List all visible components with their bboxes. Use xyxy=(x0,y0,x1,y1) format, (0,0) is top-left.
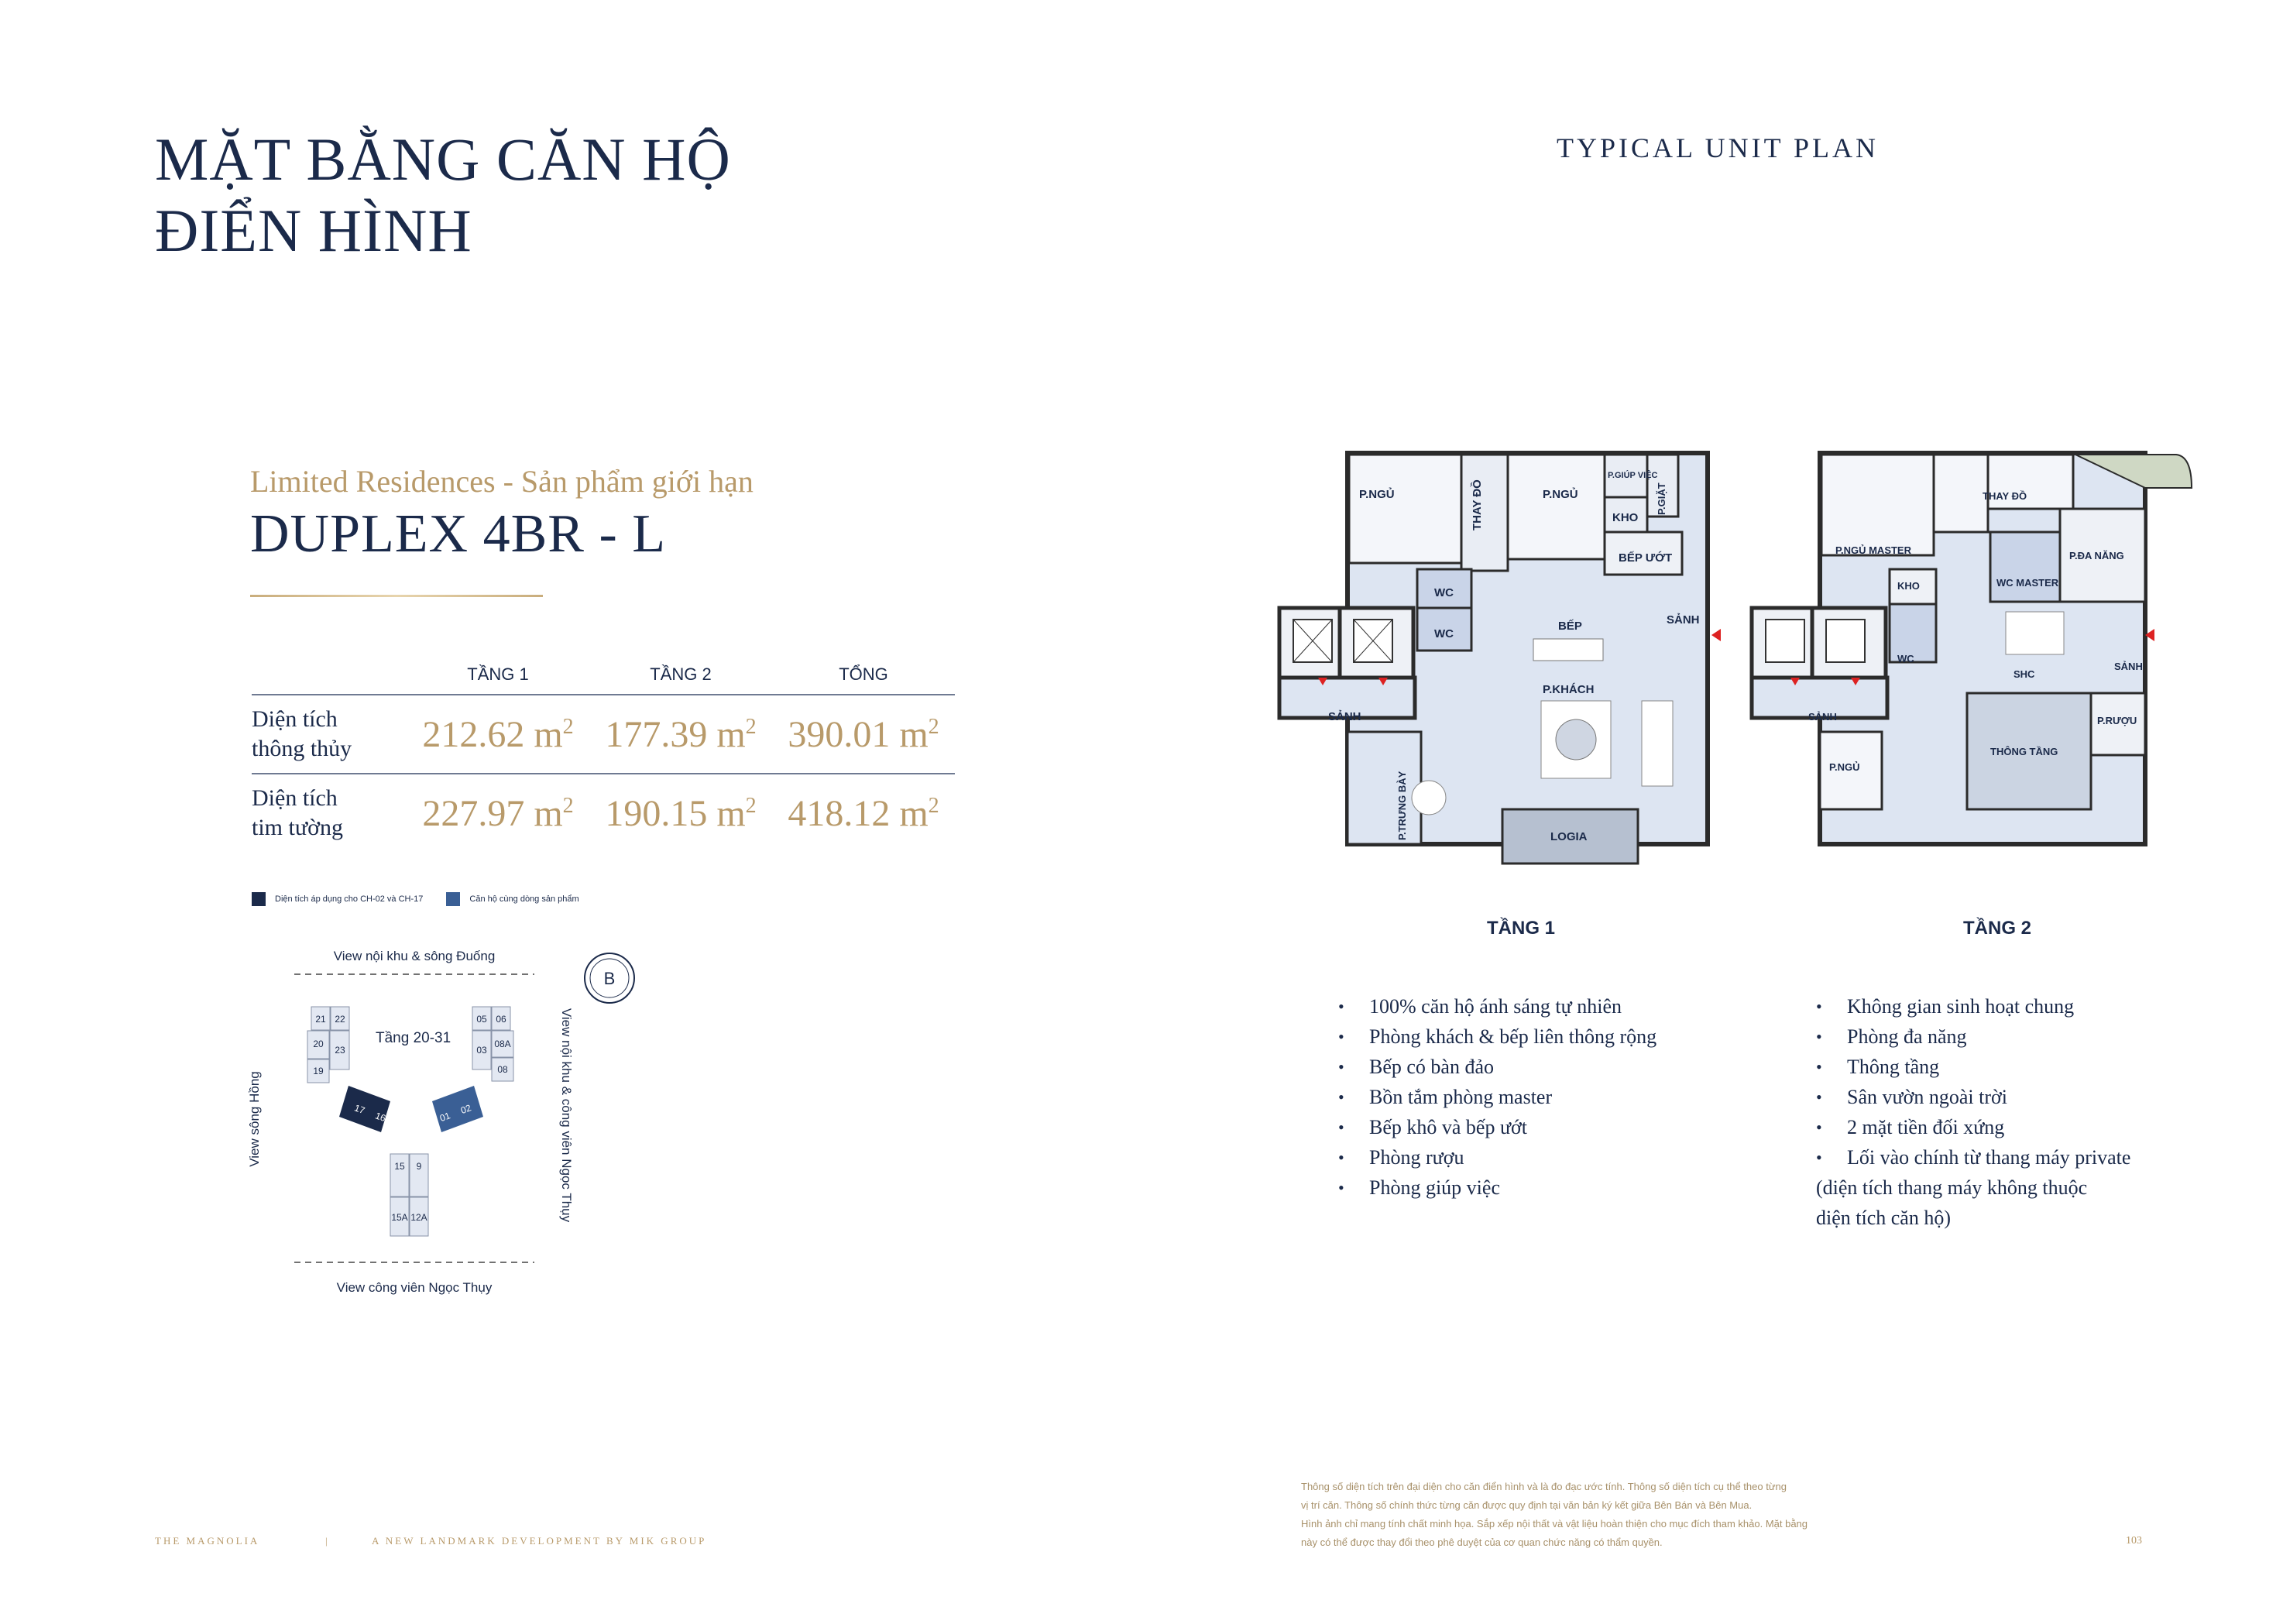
unit-label: 08A xyxy=(494,1039,511,1049)
value-text: 390.01 m xyxy=(788,713,929,755)
legend-item xyxy=(252,892,423,906)
row-label-line1: Diện tích xyxy=(252,706,338,732)
block-letter: B xyxy=(603,969,616,988)
room-label: WC xyxy=(1434,627,1454,640)
legend-swatch-dark xyxy=(252,892,266,906)
room-label: P.NGỦ MASTER xyxy=(1835,544,1911,556)
room-label: SẢNH xyxy=(2114,661,2143,672)
room-label: BẾP xyxy=(1558,620,1582,633)
room-label: SHC xyxy=(2014,668,2035,680)
room-label: P.KHÁCH xyxy=(1543,683,1595,696)
room-label: THAY ĐỒ xyxy=(1471,479,1484,530)
room-label: KHO xyxy=(1612,511,1639,524)
room-label: P.ĐA NĂNG xyxy=(2069,550,2124,561)
unit-label-highlighted: 16 xyxy=(373,1110,388,1124)
list-item: • 2 mặt tiền đối xứng xyxy=(1816,1112,2130,1142)
list-item: • Lối vào chính từ thang máy private xyxy=(1816,1142,2130,1173)
product-name: DUPLEX 4BR - L xyxy=(250,504,667,564)
unit-sup: 2 xyxy=(562,793,574,818)
value-cell xyxy=(589,695,772,774)
value-cell xyxy=(772,695,955,774)
list-item: • Bồn tắm phòng master xyxy=(1338,1082,1656,1112)
list-item: • Không gian sinh hoạt chung xyxy=(1816,991,2130,1021)
unit-label-highlighted: 17 xyxy=(352,1102,367,1117)
unit-label: 03 xyxy=(476,1045,487,1056)
room-label: BẾP ƯỚT xyxy=(1619,551,1673,565)
features-floor2 xyxy=(1816,991,2130,1173)
product-subtitle: Limited Residences - Sản phẩm giới hạn xyxy=(250,464,754,499)
unit-label: 9 xyxy=(416,1161,422,1172)
page-title-line2: ĐIỂN HÌNH xyxy=(155,197,472,264)
value-cell xyxy=(772,774,955,852)
table-row xyxy=(252,695,955,774)
floor2-label: TẦNG 2 xyxy=(1963,918,2032,939)
disclaimer xyxy=(1301,1478,1890,1552)
row-label-line1: Diện tích xyxy=(252,785,338,811)
room-label: WC xyxy=(1434,586,1454,599)
unit-label-highlighted: 02 xyxy=(458,1102,473,1117)
unit-label-highlighted: 01 xyxy=(438,1110,452,1124)
block-badge xyxy=(585,953,634,1003)
value-text: 212.62 m xyxy=(422,713,563,755)
unit-label: 20 xyxy=(313,1039,324,1049)
col-header-floor2: TẦNG 2 xyxy=(589,664,772,695)
disclaimer-line: này có thể được thay đổi theo phê duyệt của cơ quan chức năng có thẩm quyền. xyxy=(1301,1536,1663,1548)
disclaimer-line: Thông số diện tích trên đại diện cho căn điển hình và là đo đạc ước tính. Thông số diện tích cụ thể theo từng xyxy=(1301,1481,1787,1492)
unit-label: 15 xyxy=(394,1161,405,1172)
room-label: KHO xyxy=(1897,580,1920,592)
unit-sup: 2 xyxy=(745,793,757,818)
area-table xyxy=(252,664,955,852)
value-text: 418.12 m xyxy=(788,792,929,834)
floor-range: Tầng 20-31 xyxy=(376,1030,451,1046)
page-title-line1: MẶT BẰNG CĂN HỘ xyxy=(155,125,731,193)
row-label-line2: tim tường xyxy=(252,815,343,840)
room-label: THAY ĐỒ xyxy=(1983,490,2027,502)
features-floor2-note xyxy=(1816,1173,2087,1233)
row-label xyxy=(252,695,407,774)
room-label: P.NGỦ xyxy=(1543,488,1578,501)
unit-sup: 2 xyxy=(928,714,939,739)
legend-label: Diện tích áp dụng cho CH-02 và CH-17 xyxy=(275,894,424,904)
room-label: P.GIÚP VIỆC xyxy=(1608,471,1658,480)
room-label: P.TRƯNG BÀY xyxy=(1396,771,1408,840)
unit-label: 22 xyxy=(335,1014,345,1025)
list-item: • Bếp có bàn đảo xyxy=(1338,1052,1656,1082)
features-floor1 xyxy=(1338,991,1656,1203)
value-text: 190.15 m xyxy=(605,792,746,834)
room-label: SẢNH xyxy=(1328,710,1361,723)
view-right-label: View nội khu & công viên Ngọc Thụy xyxy=(559,1008,574,1223)
disclaimer-line: vị trí căn. Thông số chính thức từng căn được quy định tại văn bản ký kết giữa Bên Bán và Bên Mua. xyxy=(1301,1499,1753,1511)
unit-label: 19 xyxy=(313,1066,324,1076)
room-label: P.NGỦ xyxy=(1359,488,1395,501)
table-row xyxy=(252,774,955,852)
page-title xyxy=(155,124,731,266)
unit-sup: 2 xyxy=(562,714,574,739)
value-cell xyxy=(407,695,589,774)
value-text: 177.39 m xyxy=(605,713,746,755)
list-item: • Phòng khách & bếp liên thông rộng xyxy=(1338,1021,1656,1052)
unit-label: 15A xyxy=(391,1212,408,1223)
view-bottom-label: View công viên Ngọc Thụy xyxy=(336,1280,493,1295)
disclaimer-line: Hình ảnh chỉ mang tính chất minh họa. Sắp xếp nội thất và vật liệu hoàn thiện cho mục đích tham khảo. Mặt bằng xyxy=(1301,1518,1808,1530)
note-line: diện tích căn hộ) xyxy=(1816,1207,1951,1229)
value-text: 227.97 m xyxy=(422,792,563,834)
col-header-total: TỔNG xyxy=(772,664,955,695)
unit-label: 06 xyxy=(496,1014,506,1025)
footer-separator: | xyxy=(325,1535,330,1547)
legend-item xyxy=(446,892,578,906)
page-number: 103 xyxy=(2126,1535,2142,1547)
unit-sup: 2 xyxy=(928,793,939,818)
room-label: THÔNG TẦNG xyxy=(1990,746,2058,757)
key-plan xyxy=(232,929,666,1317)
legend-label: Căn hộ cùng dòng sản phẩm xyxy=(469,894,579,904)
unit-label: 08 xyxy=(497,1064,508,1075)
unit-label: 12A xyxy=(410,1212,427,1223)
list-item: • Phòng giúp việc xyxy=(1338,1173,1656,1203)
row-label-line2: thông thủy xyxy=(252,736,352,761)
room-label: WC MASTER xyxy=(1996,577,2059,589)
list-item: • Thông tầng xyxy=(1816,1052,2130,1082)
list-item: • 100% căn hộ ánh sáng tự nhiên xyxy=(1338,991,1656,1021)
english-title: TYPICAL UNIT PLAN xyxy=(1557,132,1879,163)
unit-label: 23 xyxy=(335,1045,345,1056)
room-label: WC xyxy=(1897,653,1914,664)
list-item: • Sân vườn ngoài trời xyxy=(1816,1082,2130,1112)
list-item: • Bếp khô và bếp ướt xyxy=(1338,1112,1656,1142)
unit-sup: 2 xyxy=(745,714,757,739)
gold-divider xyxy=(250,595,543,597)
floor-plan-1 xyxy=(1270,445,1735,879)
unit-label: 05 xyxy=(476,1014,487,1025)
col-header-floor1: TẦNG 1 xyxy=(407,664,589,695)
room-label: P.RƯỢU xyxy=(2097,715,2137,726)
floor1-label: TẦNG 1 xyxy=(1487,918,1556,939)
legend-swatch-mid xyxy=(446,892,460,906)
value-cell xyxy=(407,774,589,852)
footer-brand: THE MAGNOLIA xyxy=(155,1535,260,1547)
floor-plan-2 xyxy=(1742,430,2223,864)
list-item: • Phòng đa năng xyxy=(1816,1021,2130,1052)
value-cell xyxy=(589,774,772,852)
room-label: SẢNH xyxy=(1808,711,1837,723)
unit-label: 21 xyxy=(315,1014,326,1025)
room-label: LOGIA xyxy=(1550,830,1588,843)
room-label: P.NGỦ xyxy=(1829,761,1860,773)
view-top-label: View nội khu & sông Đuống xyxy=(333,949,496,963)
view-left-label: View sông Hồng xyxy=(247,1071,262,1167)
room-label: SẢNH xyxy=(1667,613,1700,627)
footer-tagline: A NEW LANDMARK DEVELOPMENT BY MIK GROUP xyxy=(372,1535,707,1547)
area-table-header xyxy=(252,664,955,695)
row-label xyxy=(252,774,407,852)
list-item: • Phòng rượu xyxy=(1338,1142,1656,1173)
legend xyxy=(252,892,603,906)
room-label: P.GIẶT xyxy=(1656,482,1667,515)
note-line: (diện tích thang máy không thuộc xyxy=(1816,1176,2088,1199)
